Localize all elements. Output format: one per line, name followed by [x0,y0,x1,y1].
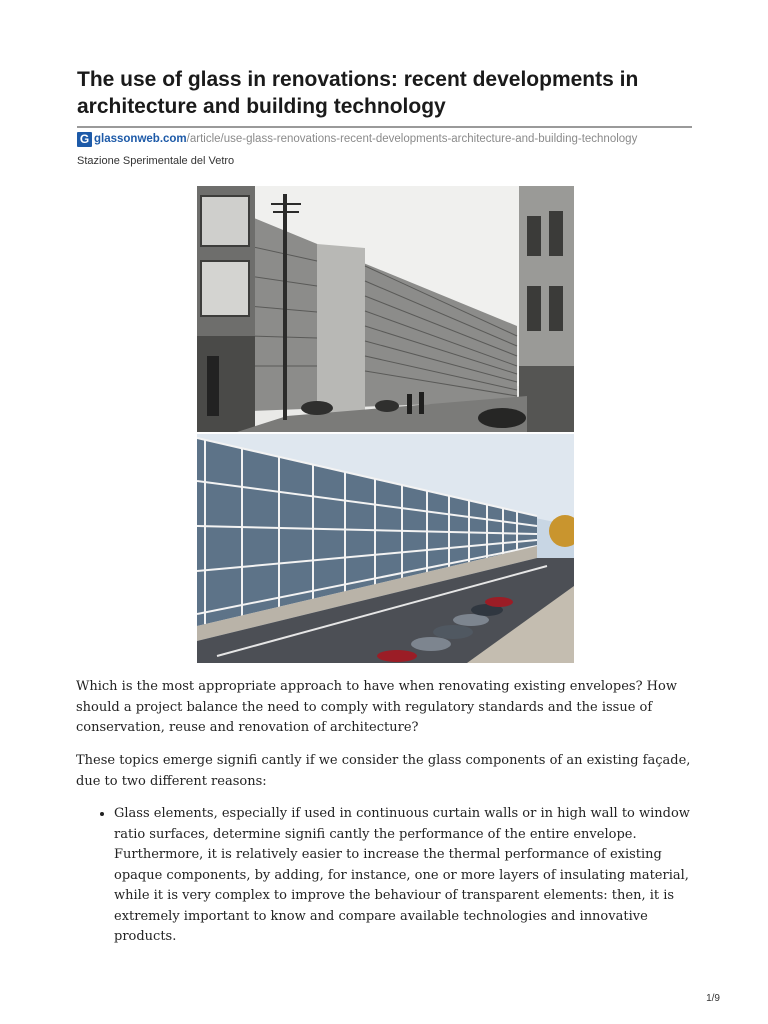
source-path[interactable]: /article/use-glass-renovations-recent-developments-architecture-and-building-technology [186,133,638,145]
title-divider [77,126,692,128]
list-item: • Glass elements, especially if used in continuous curtain walls or in high wall to window ratio surfaces, determine signifi cantly the performance of the entire envelope. Furthermore, it is relatively easier to increase the thermal performance of existing opaque components, by adding, for instance, one or more layers of insulating material, while it is very complex to improve the behaviour of transparent elements: then, it is extremely important to know and compare available technologies and innovative products. [114,804,714,948]
article-photo [197,186,574,663]
source-domain[interactable]: glassonweb.com [94,133,187,145]
glassonweb-logo-icon: G [77,132,92,147]
author: Stazione Sperimentale del Vetro [77,155,235,167]
historic-building-photo [197,186,574,432]
page-indicator: 1/9 [706,993,720,1004]
source-line[interactable] [77,131,637,147]
bullet-list [96,804,714,948]
paragraph: Which is the most appropriate approach to have when renovating existing envelopes? How should a project balance the need to comply with regulatory standards and the issue of conservation, reuse and renovation of architecture? [76,679,677,735]
renovated-building-photo [197,434,574,663]
paragraph: These topics emerge signifi cantly if we consider the glass components of an existing façade, due to two different reasons: [76,753,691,789]
page-title: The use of glass in renovations: recent developments in architecture and building technology [77,68,639,118]
